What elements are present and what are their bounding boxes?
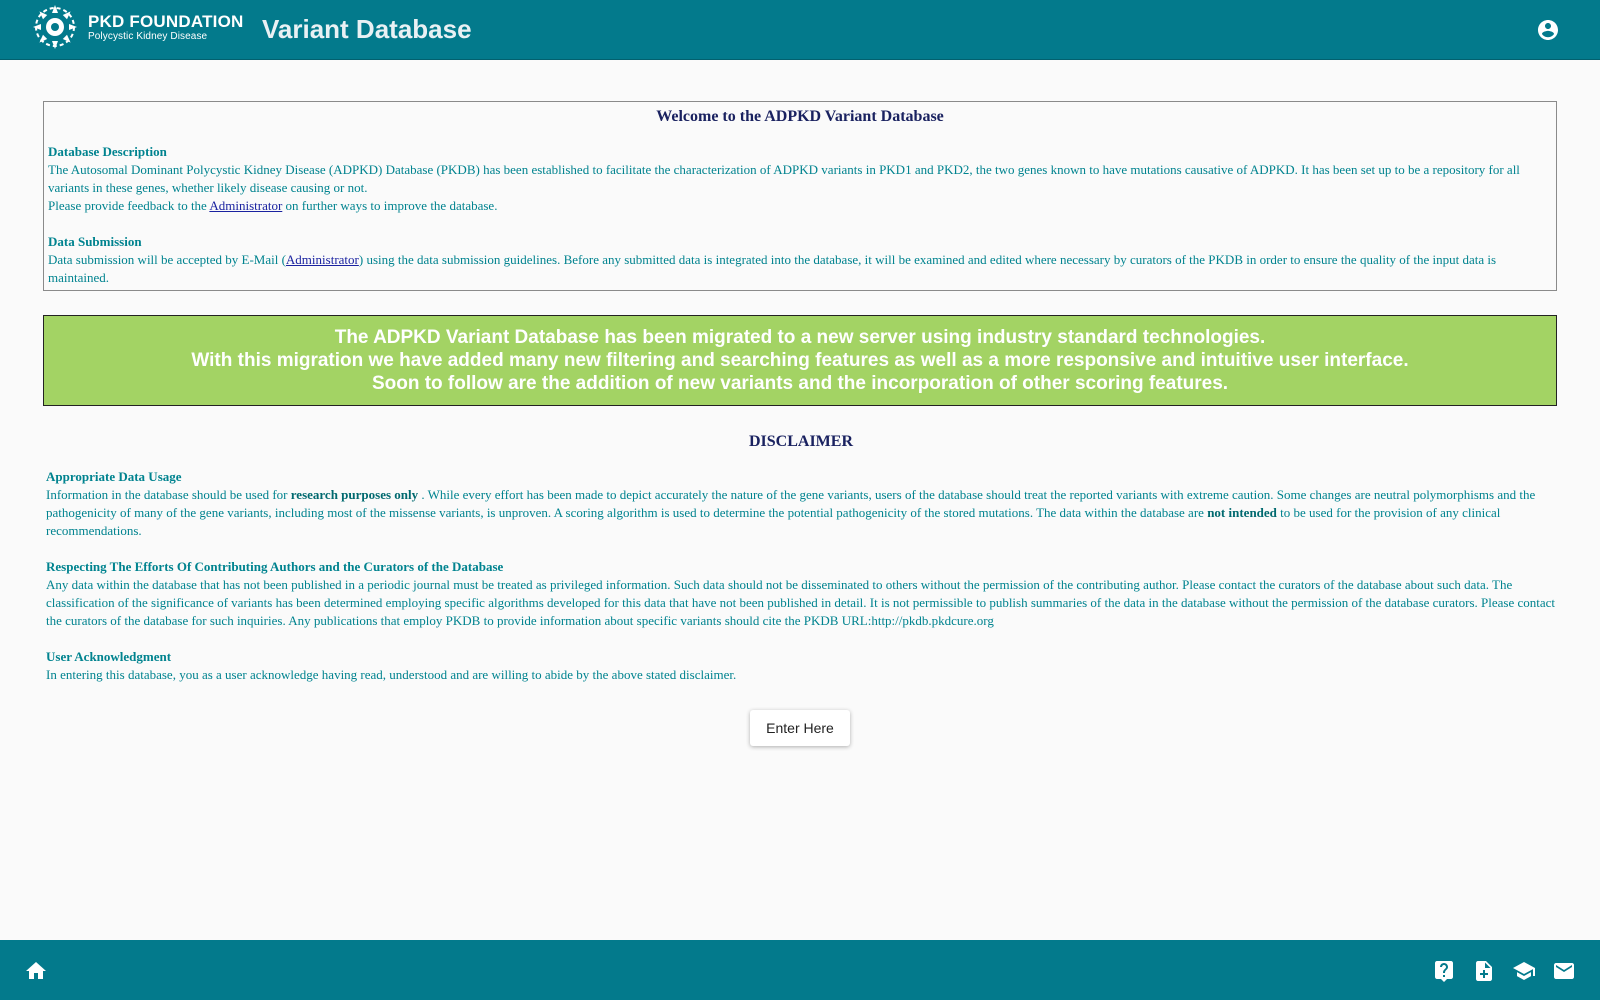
education-button[interactable] (1512, 959, 1536, 983)
usage-after: to be used for the provision of any clinical recommendations. (46, 505, 1501, 538)
usage-text (46, 486, 1556, 540)
home-button[interactable] (24, 959, 48, 983)
home-icon (24, 959, 48, 983)
description-text: The Autosomal Dominant Polycystic Kidney Disease (ADPKD) Database (PKDB) has been established to facilitate the characterization of ADPKD variants in PKD1 and PKD2, the two genes known to have mutations causative of ADPKD. It has been set up to be a repository for all variants in these genes, whether likely disease causing or not. (48, 162, 1520, 195)
banner-line-3: Soon to follow are the addition of new variants and the incorporation of other scoring features. (371, 373, 1229, 394)
account-button[interactable] (1536, 18, 1560, 42)
welcome-title: Welcome to the ADPKD Variant Database (656, 108, 944, 125)
feedback-text (48, 197, 1552, 215)
administrator-email-link[interactable]: Administrator (285, 252, 359, 267)
submission-text (48, 251, 1552, 287)
respect-heading: Respecting The Efforts Of Contributing Authors and the Curators of the Database (46, 559, 504, 574)
administrator-link[interactable]: Administrator (209, 198, 283, 213)
enter-here-button[interactable]: Enter Here (750, 710, 850, 746)
submission-heading: Data Submission (48, 234, 142, 249)
help-icon (1432, 959, 1456, 983)
contact-button[interactable] (1552, 959, 1576, 983)
feedback-after: on further ways to improve the database. (282, 198, 498, 213)
feedback-before: Please provide feedback to the (48, 198, 210, 213)
add-document-button[interactable] (1472, 959, 1496, 983)
usage-bold-research: research purposes only (290, 487, 419, 502)
banner-line-2: With this migration we have added many new filtering and searching features as well as a more responsive and intuitive user interface. (191, 350, 1409, 371)
description-heading: Database Description (48, 144, 167, 159)
mail-icon (1552, 959, 1576, 983)
migration-banner (43, 315, 1557, 406)
school-icon (1512, 959, 1536, 983)
submission-before: Data submission will be accepted by E-Mail ( (48, 252, 286, 267)
acknowledgment-text: In entering this database, you as a user acknowledge having read, understood and are willing to abide by the above stated disclaimer. (46, 667, 737, 682)
help-button[interactable] (1432, 959, 1456, 983)
usage-middle: . While every effort has been made to depict accurately the nature of the gene variants, users of the database should treat the reported variants with extreme caution. Some changes are neutral polymorphisms and the pathogenicity of many of the gene variants, including most of the missense variants, is unproven. A scoring algorithm is used to determine the potential pathogenicity of the stored mutations. The data within the database are (46, 487, 1536, 520)
respect-text: Any data within the database that has not been published in a periodic journal must be treated as privileged information. Such data should not be disseminated to others without the permission of the contributing author. Please contact the curators of the database about such data. The classification of the significance of variants has been determined employing specific algorithms developed for this data that have not been published in detail. It is not permissible to publish summaries of the data in the database without the permission of the database curators. Please contact the curators of the database for such inquiries. Any publications that employ PKDB to provide information about specific variants should cite the PKDB URL:http://pkdb.pkdcure.org (46, 577, 1556, 628)
usage-before: Information in the database should be used for (46, 487, 291, 502)
pkd-foundation-logo[interactable] (31, 3, 243, 51)
welcome-panel (43, 101, 1557, 291)
banner-line-1: The ADPKD Variant Database has been migrated to a new server using industry standard technologies. (334, 327, 1266, 348)
usage-heading: Appropriate Data Usage (46, 469, 182, 484)
app-title: Variant Database (262, 14, 472, 44)
spacer (46, 540, 1556, 558)
top-app-bar (0, 0, 1600, 60)
disclaimer-section (46, 432, 1556, 684)
logo-title: PKD FOUNDATION (88, 11, 244, 31)
usage-bold-not-intended: not intended (1207, 505, 1277, 520)
disclaimer-title: DISCLAIMER (748, 433, 853, 450)
note-add-icon (1472, 959, 1496, 983)
logo-subtitle: Polycystic Kidney Disease (88, 30, 208, 42)
submission-after: ) using the data submission guidelines. Before any submitted data is integrated into the database, it will be examined and edited where necessary by curators of the PKDB in order to ensure the quality of the input data is maintained. (48, 252, 1497, 285)
bottom-bar (0, 940, 1600, 1000)
acknowledgment-heading: User Acknowledgment (46, 649, 172, 664)
spacer (46, 630, 1556, 648)
account-circle-icon (1536, 18, 1560, 42)
spacer (48, 215, 1552, 233)
logo-text (88, 13, 243, 42)
pkd-logo-mark-icon (31, 3, 79, 51)
